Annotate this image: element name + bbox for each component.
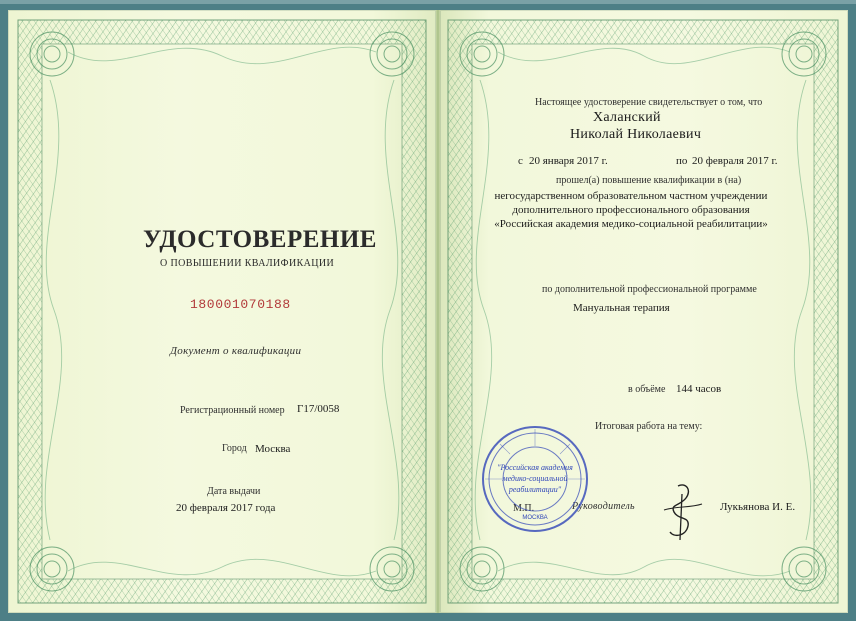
institution-line-3: «Российская академия медико-социальной реабилитации» xyxy=(494,218,768,230)
stamp-city: МОСКВА xyxy=(522,515,548,521)
stamp-line-1: "Российская академия xyxy=(497,463,573,472)
issue-date-value: 20 февраля 2017 года xyxy=(176,502,276,514)
institution-line-1: негосударственном образовательном частном учреждении xyxy=(494,190,768,202)
passed-label: прошел(а) повышение квалификации в (на) xyxy=(556,175,742,186)
holder-surname: Халанский xyxy=(593,110,661,125)
head-label: Руководитель xyxy=(572,501,635,512)
intro-text: Настоящее удостоверение свидетельствует о том, что xyxy=(535,97,763,108)
official-stamp xyxy=(480,424,590,534)
head-name: Лукьянова И. Е. xyxy=(720,501,796,513)
registration-number: Г17/0058 xyxy=(297,403,340,415)
serial-number: 180001070188 xyxy=(190,297,291,312)
stamp-line-3: реабилитации" xyxy=(508,485,562,494)
volume-label: в объёме xyxy=(628,384,666,395)
registration-label: Регистрационный номер xyxy=(180,405,285,416)
holder-given-names: Николай Николаевич xyxy=(570,127,702,142)
document-subtitle: О ПОВЫШЕНИИ КВАЛИФИКАЦИИ xyxy=(160,258,335,269)
signature xyxy=(656,480,706,542)
date-from-label: с xyxy=(518,155,523,167)
volume-value: 144 часов xyxy=(676,383,722,395)
document-type: Документ о квалификации xyxy=(170,345,302,357)
institution-line-2: дополнительного профессионального образования xyxy=(512,204,750,216)
program-value: Мануальная терапия xyxy=(573,302,670,314)
stamp-line-2: медико-социальной xyxy=(502,474,568,483)
final-work-label: Итоговая работа на тему: xyxy=(595,421,703,432)
city-label: Город xyxy=(222,443,247,454)
date-from: 20 января 2017 г. xyxy=(529,155,608,167)
document-title: УДОСТОВЕРЕНИЕ xyxy=(143,226,377,253)
date-to-label: по xyxy=(676,155,688,167)
date-to: 20 февраля 2017 г. xyxy=(692,155,778,167)
issue-date-label: Дата выдачи xyxy=(207,486,261,497)
city-value: Москва xyxy=(255,443,291,455)
seal-place-label: М.П. xyxy=(513,503,535,514)
program-label: по дополнительной профессиональной программе xyxy=(542,284,757,295)
